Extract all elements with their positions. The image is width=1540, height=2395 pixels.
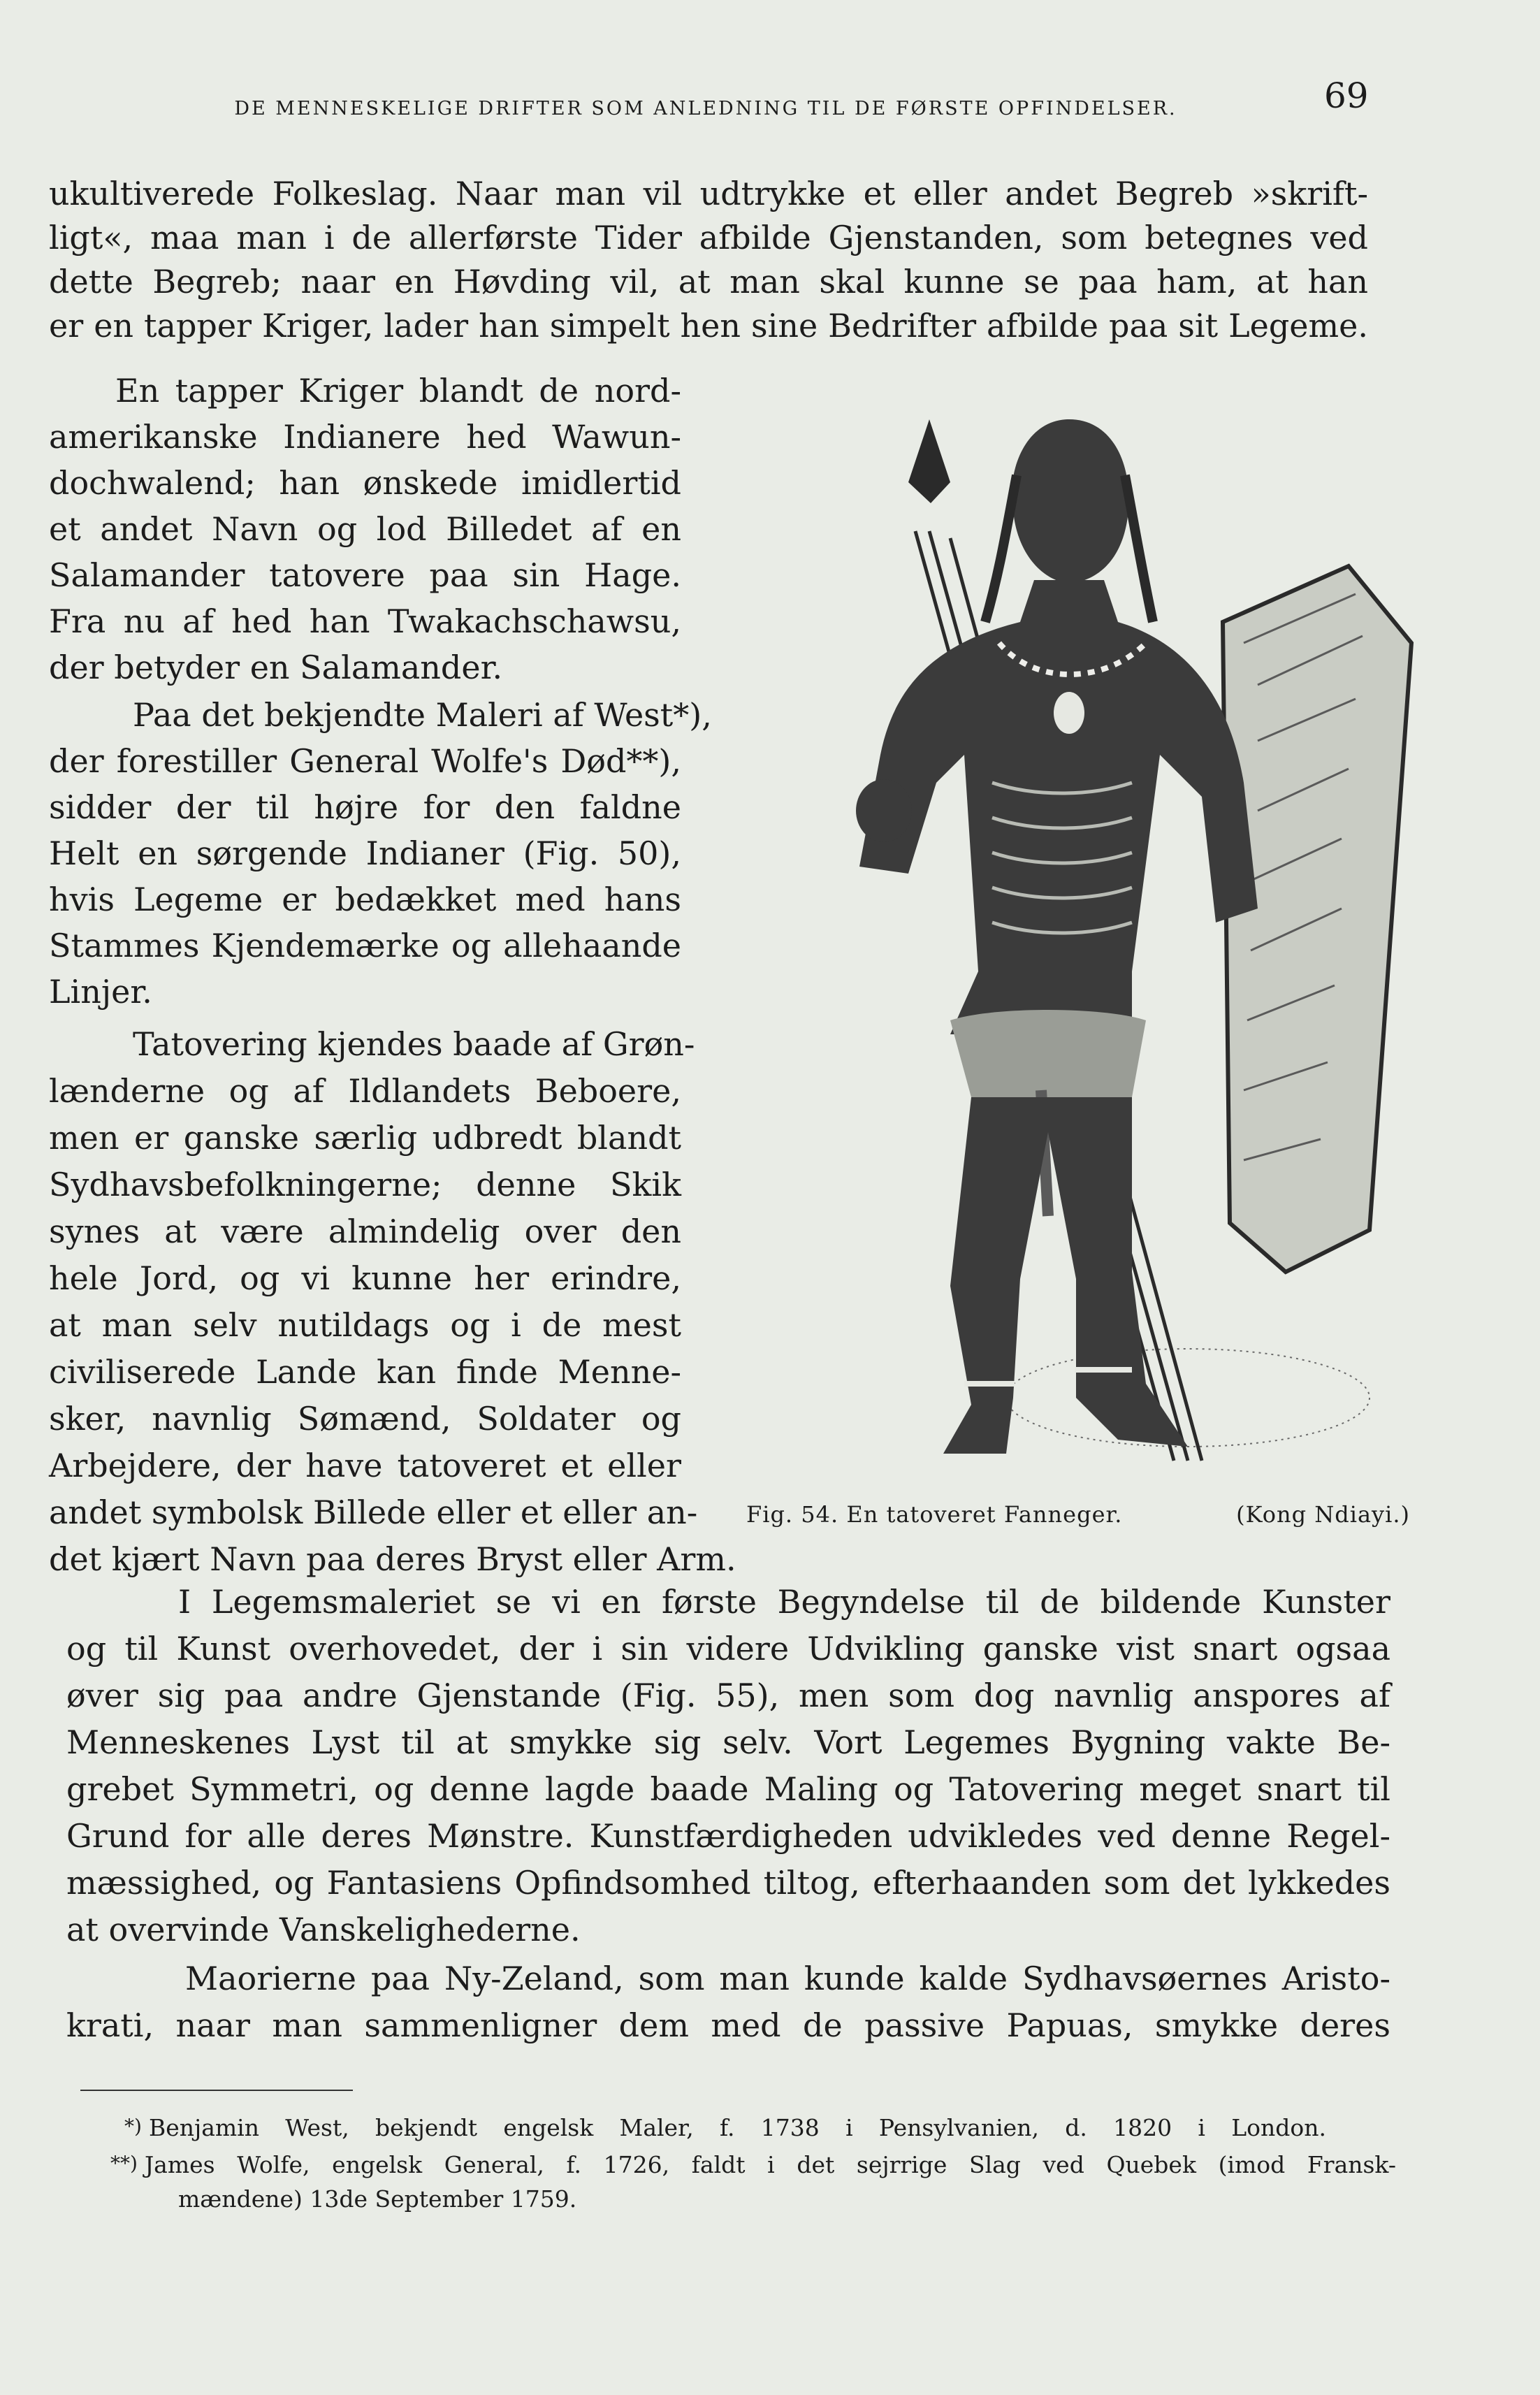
text-line: øver sig paa andre Gjenstande (Fig. 55), men som dog navnlig anspores af <box>66 1677 1390 1714</box>
footnote-continuation <box>178 2185 877 2213</box>
text-line: synes at være almindelig over den <box>49 1213 681 1250</box>
text-line: Stammes Kjendemærke og allehaande <box>49 927 681 964</box>
text-line: og til Kunst overhovedet, der i sin videre Udvikling ganske vist snart ogsaa <box>66 1630 1390 1667</box>
text-line: civiliserede Lande kan finde Menne- <box>49 1353 681 1391</box>
running-head: DE MENNESKELIGE DRIFTER SOM ANLEDNING TIL DE FØRSTE OPFINDELSER. <box>234 98 1177 120</box>
text-line: at man selv nutildags og i de mest <box>49 1306 681 1344</box>
warrior-torso <box>859 580 1258 1034</box>
text-line: sker, navnlig Sømænd, Soldater og <box>49 1400 681 1438</box>
text-line: En tapper Kriger blandt de nord- <box>115 372 681 410</box>
figure-illustration <box>741 391 1425 1510</box>
figure-credit: (Kong Ndiayi.) <box>1236 1501 1410 1528</box>
text-line: mæssighed, og Fantasiens Opfindsomhed tiltog, efterhaanden som det lykkedes <box>66 1864 1390 1902</box>
text-line: hele Jord, og vi kunne her erindre, <box>49 1259 681 1297</box>
footnote-text: James Wolfe, engelsk General, f. 1726, faldt i det sejrrige Slag ved Quebek (imod Fransk- <box>144 2151 1396 2178</box>
text-line: lænderne og af Ildlandets Beboere, <box>49 1072 681 1110</box>
pendant <box>1054 692 1084 734</box>
text-line: Salamander tatovere paa sin Hage. <box>49 556 681 594</box>
text-line: Helt en sørgende Indianer (Fig. 50), <box>49 834 681 872</box>
text-line: sidder der til højre for den faldne <box>49 788 681 826</box>
text-line: ukultiverede Folkeslag. Naar man vil udtrykke et eller andet Begreb »skrift- <box>49 175 1368 212</box>
text-line: det kjært Navn paa deres Bryst eller Arm. <box>49 1540 736 1578</box>
text-line: Menneskenes Lyst til at smykke sig selv. Vort Legemes Bygning vakte Be- <box>66 1723 1390 1761</box>
footnote <box>124 2113 1326 2142</box>
text-line: I Legemsmaleriet se vi en første Begyndelse til de bildende Kunster <box>178 1583 1390 1621</box>
text-line: dette Begreb; naar en Høvding vil, at man skal kunne se paa ham, at han <box>49 263 1368 301</box>
text-line: der betyder en Salamander. <box>49 649 503 686</box>
warrior-head <box>1012 419 1128 584</box>
text-line: hvis Legeme er bedækket med hans <box>49 881 681 918</box>
figure-caption <box>746 1501 1410 1528</box>
text-line: ligt«, maa man i de allerførste Tider afbilde Gjenstanden, som betegnes ved <box>49 219 1368 256</box>
text-line: er en tapper Kriger, lader han simpelt hen sine Bedrifter afbilde paa sit Legeme. <box>49 307 1368 345</box>
text-line: Tatovering kjendes baade af Grøn- <box>133 1025 695 1063</box>
spear-head <box>908 419 950 503</box>
text-line: Fra nu af hed han Twakachschawsu, <box>49 602 681 640</box>
warrior-hand <box>856 779 912 842</box>
text-line: et andet Navn og lod Billedet af en <box>49 510 681 548</box>
text-line: men er ganske særlig udbredt blandt <box>49 1119 681 1157</box>
footnote-rule <box>80 2090 353 2091</box>
text-line: der forestiller General Wolfe's Død**), <box>49 742 681 780</box>
text-line: Grund for alle deres Mønstre. Kunstfærdigheden udvikledes ved denne Regel- <box>66 1817 1390 1855</box>
text-line: Arbejdere, der have tatoveret et eller <box>49 1447 681 1484</box>
text-line: at overvinde Vanskelighederne. <box>66 1911 581 1948</box>
tattooed-warrior-illustration <box>741 391 1425 1510</box>
page-number: 69 <box>1324 75 1369 116</box>
text-line: andet symbolsk Billede eller et eller an- <box>49 1493 698 1531</box>
text-line: dochwalend; han ønskede imidlertid <box>49 464 681 502</box>
footnote-mark: **) <box>110 2152 138 2175</box>
text-line: grebet Symmetri, og denne lagde baade Maling og Tatovering meget snart til <box>66 1770 1390 1808</box>
text-line: Paa det bekjendte Maleri af West*), <box>133 696 712 734</box>
text-line: Maorierne paa Ny-Zeland, som man kunde kalde Sydhavsøernes Aristo- <box>185 1960 1390 1997</box>
ground-shadow <box>1006 1349 1370 1447</box>
text-line: amerikanske Indianere hed Wawun- <box>49 418 681 456</box>
text-line: Sydhavsbefolkningerne; denne Skik <box>49 1166 681 1203</box>
text-line: krati, naar man sammenligner dem med de passive Papuas, smykke deres <box>66 2006 1390 2044</box>
footnote-text: Benjamin West, bekjendt engelsk Maler, f. 1738 i Pensylvanien, d. 1820 i London. <box>148 2114 1326 2141</box>
footnote-mark: *) <box>124 2115 142 2138</box>
footnote <box>110 2150 1396 2179</box>
figure-caption-text: Fig. 54. En tatoveret Fanneger. <box>746 1501 1123 1528</box>
footnote-text: mændene) 13de September 1759. <box>178 2185 577 2213</box>
text-line: Linjer. <box>49 973 152 1011</box>
